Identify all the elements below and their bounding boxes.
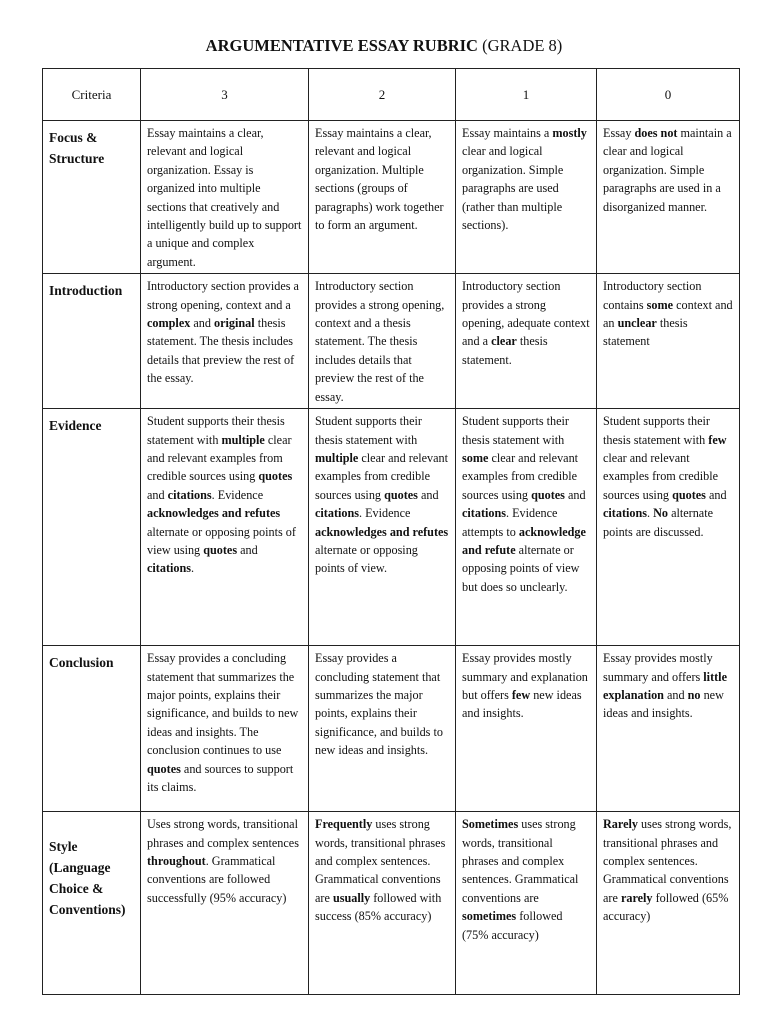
cell-text-run: .	[647, 506, 654, 521]
cell-text-run: thesis statement.	[462, 334, 548, 367]
header-criteria: Criteria	[43, 69, 141, 121]
emphasis-text: some	[462, 450, 489, 465]
emphasis-text: sometimes	[462, 909, 517, 924]
emphasis-text: Sometimes	[462, 817, 519, 832]
cell-intro-2	[309, 274, 456, 409]
row-style	[43, 812, 740, 995]
emphasis-text: acknowledge and refute	[462, 524, 586, 557]
cell-intro-3	[141, 274, 309, 409]
emphasis-text: few	[708, 432, 727, 447]
cell-text-run: thesis statement	[603, 316, 688, 349]
emphasis-text: acknowledges and refutes	[147, 506, 281, 521]
cell-text-run: Introductory section contains	[603, 279, 702, 312]
header-score-3: 3	[141, 69, 309, 121]
emphasis-text: clear	[491, 334, 517, 349]
criteria-focus-structure: Focus & Structure	[43, 121, 141, 274]
cell-text-run: clear and relevant examples from credible sources using	[147, 432, 292, 484]
cell-text-run: alternate or opposing points of view.	[315, 542, 418, 576]
cell-text-run: Essay	[603, 126, 635, 140]
cell-text-run: followed (65% accuracy)	[603, 890, 729, 924]
emphasis-text: quotes	[258, 469, 293, 484]
emphasis-text: citations	[603, 506, 648, 521]
row-focus-structure	[43, 121, 740, 274]
criteria-conclusion: Conclusion	[43, 646, 141, 812]
cell-text-run: Essay provides a concluding statement that summarizes the major points, explains their significance, and builds to new ideas and insights.	[315, 651, 443, 758]
cell-text-run: and	[190, 316, 215, 331]
cell-intro-0	[597, 274, 740, 409]
emphasis-text: usually	[332, 890, 371, 905]
cell-text-run: Essay provides mostly summary and offers	[603, 651, 713, 684]
cell-text-run: alternate or opposing points of view but does so unclearly.	[462, 542, 580, 594]
cell-text-run: uses strong words, transitional phrases and complex sentences. Grammatical conventions are	[315, 817, 446, 905]
emphasis-text: citations	[462, 506, 507, 521]
emphasis-text: mostly	[552, 126, 587, 140]
cell-text-run: alternate points are discussed.	[603, 506, 714, 539]
cell-text-run: and sources to support its claims.	[147, 761, 294, 794]
emphasis-text: throughout	[147, 853, 206, 868]
page-title-grade: (GRADE 8)	[477, 36, 563, 55]
emphasis-text: acknowledges and refutes	[315, 524, 449, 539]
emphasis-text: does not	[634, 126, 678, 140]
header-score-2: 2	[309, 69, 456, 121]
emphasis-text: quotes	[672, 487, 706, 502]
emphasis-text: citations	[147, 561, 192, 576]
cell-text-run: thesis statement. The thesis includes details that preview the rest of the essay.	[147, 316, 295, 386]
cell-text-run: . Evidence attempts to	[462, 506, 558, 539]
emphasis-text: multiple	[221, 432, 265, 447]
emphasis-text: no	[687, 687, 701, 702]
cell-text-run: clear and logical organization. Simple paragraphs are used (rather than multiple sections).	[462, 144, 564, 233]
cell-text-run: Introductory section provides a strong opening, adequate context and a	[462, 279, 590, 349]
cell-style-1	[456, 812, 597, 995]
cell-text-run: uses strong words, transitional phrases and complex sentences. Grammatical conventions are	[462, 817, 579, 905]
cell-text-run: and	[564, 487, 586, 502]
emphasis-text: quotes	[384, 487, 418, 502]
emphasis-text: some	[646, 297, 674, 312]
cell-text-run: . Evidence	[359, 506, 411, 521]
page-title	[0, 36, 768, 56]
cell-intro-1	[456, 274, 597, 409]
cell-text-run: .	[191, 561, 195, 576]
emphasis-text: citations	[167, 487, 212, 502]
row-conclusion	[43, 646, 740, 812]
cell-focus-3	[141, 121, 309, 274]
emphasis-text: few	[511, 687, 531, 702]
cell-style-3	[141, 812, 309, 995]
cell-text-run: context and an	[603, 297, 733, 331]
cell-text-run: followed (75% accuracy)	[462, 909, 563, 942]
cell-text-run: maintain a clear and logical organization. Simple paragraphs are used in a disorganized manner.	[603, 126, 732, 214]
cell-text-run: and	[417, 487, 439, 502]
cell-text-run: Student supports their thesis statement with	[147, 414, 285, 447]
cell-text-run: Essay provides mostly summary and explanation but offers	[462, 651, 588, 702]
cell-text-run: and	[705, 487, 727, 502]
cell-text-run: clear and relevant examples from credible sources using	[315, 450, 449, 502]
cell-text-run: Student supports their thesis statement with	[603, 414, 710, 447]
criteria-evidence: Evidence	[43, 409, 141, 646]
emphasis-text: No	[653, 506, 669, 521]
cell-text-run: and	[663, 687, 688, 702]
cell-text-run: clear and relevant examples from credible sources using	[462, 450, 579, 502]
cell-text-run: Introductory section provides a strong opening, context and a thesis statement. The thesis includes details that preview the rest of the essay.	[315, 279, 445, 404]
emphasis-text: Rarely	[603, 817, 638, 832]
cell-text-run: Introductory section provides a strong opening, context and a	[147, 279, 299, 312]
cell-evidence-1	[456, 409, 597, 646]
cell-focus-1	[456, 121, 597, 274]
emphasis-text: quotes	[147, 761, 181, 776]
header-score-0: 0	[597, 69, 740, 121]
cell-text-run: alternate or opposing points of view using	[147, 524, 296, 557]
criteria-style: Style (Language Choice & Conventions)	[43, 812, 141, 995]
cell-text-run: Essay provides a concluding statement that summarizes the major points, explains their significance, and builds to new ideas and insights. The conclusion continues to use	[147, 651, 299, 758]
cell-style-2	[309, 812, 456, 995]
cell-evidence-3	[141, 409, 309, 646]
emphasis-text: Frequently	[315, 817, 373, 832]
emphasis-text: citations	[315, 506, 360, 521]
rubric-table	[42, 68, 740, 995]
cell-text-run: new ideas and insights.	[462, 687, 582, 721]
cell-conclusion-2	[309, 646, 456, 812]
cell-text-run: and	[147, 487, 168, 502]
emphasis-text: quotes	[531, 487, 565, 502]
page-title-main: ARGUMENTATIVE ESSAY RUBRIC	[205, 36, 478, 55]
cell-evidence-0	[597, 409, 740, 646]
cell-text-run: and	[237, 542, 258, 557]
emphasis-text: rarely	[620, 890, 653, 905]
cell-text-run: Student supports their thesis statement with	[462, 414, 569, 447]
cell-text-run: . Grammatical conventions are followed successfully (95% accuracy)	[147, 853, 287, 905]
cell-focus-0	[597, 121, 740, 274]
criteria-introduction: Introduction	[43, 274, 141, 409]
row-evidence	[43, 409, 740, 646]
cell-text-run: Uses strong words, transitional phrases and complex sentences	[147, 817, 299, 850]
cell-style-0	[597, 812, 740, 995]
cell-conclusion-3	[141, 646, 309, 812]
cell-text-run: Essay maintains a clear, relevant and logical organization. Essay is organized into multiple sections that creatively and intelligently build up to support a unique and complex argument.	[147, 126, 302, 269]
cell-text-run: . Evidence	[211, 487, 264, 502]
emphasis-text: unclear	[617, 316, 657, 331]
cell-text-run: Essay maintains a	[462, 126, 553, 140]
emphasis-text: multiple	[315, 450, 359, 465]
cell-conclusion-0	[597, 646, 740, 812]
cell-text-run: new ideas and insights.	[603, 687, 724, 721]
header-row	[43, 69, 740, 121]
row-introduction	[43, 274, 740, 409]
cell-conclusion-1	[456, 646, 597, 812]
emphasis-text: complex	[147, 316, 191, 331]
emphasis-text: quotes	[203, 542, 238, 557]
cell-text-run: Student supports their thesis statement with	[315, 414, 422, 447]
cell-text-run: Essay maintains a clear, relevant and logical organization. Multiple sections (groups of paragraphs) work together to form an argument.	[315, 126, 444, 233]
emphasis-text: original	[214, 316, 255, 331]
header-score-1: 1	[456, 69, 597, 121]
cell-focus-2	[309, 121, 456, 274]
cell-text-run: clear and relevant examples from credible sources using	[603, 450, 719, 502]
emphasis-text: little explanation	[603, 669, 727, 702]
cell-text-run: uses strong words, transitional phrases and complex sentences. Grammatical conventions are	[603, 817, 732, 905]
cell-evidence-2	[309, 409, 456, 646]
cell-text-run: followed with success (85% accuracy)	[315, 890, 442, 924]
